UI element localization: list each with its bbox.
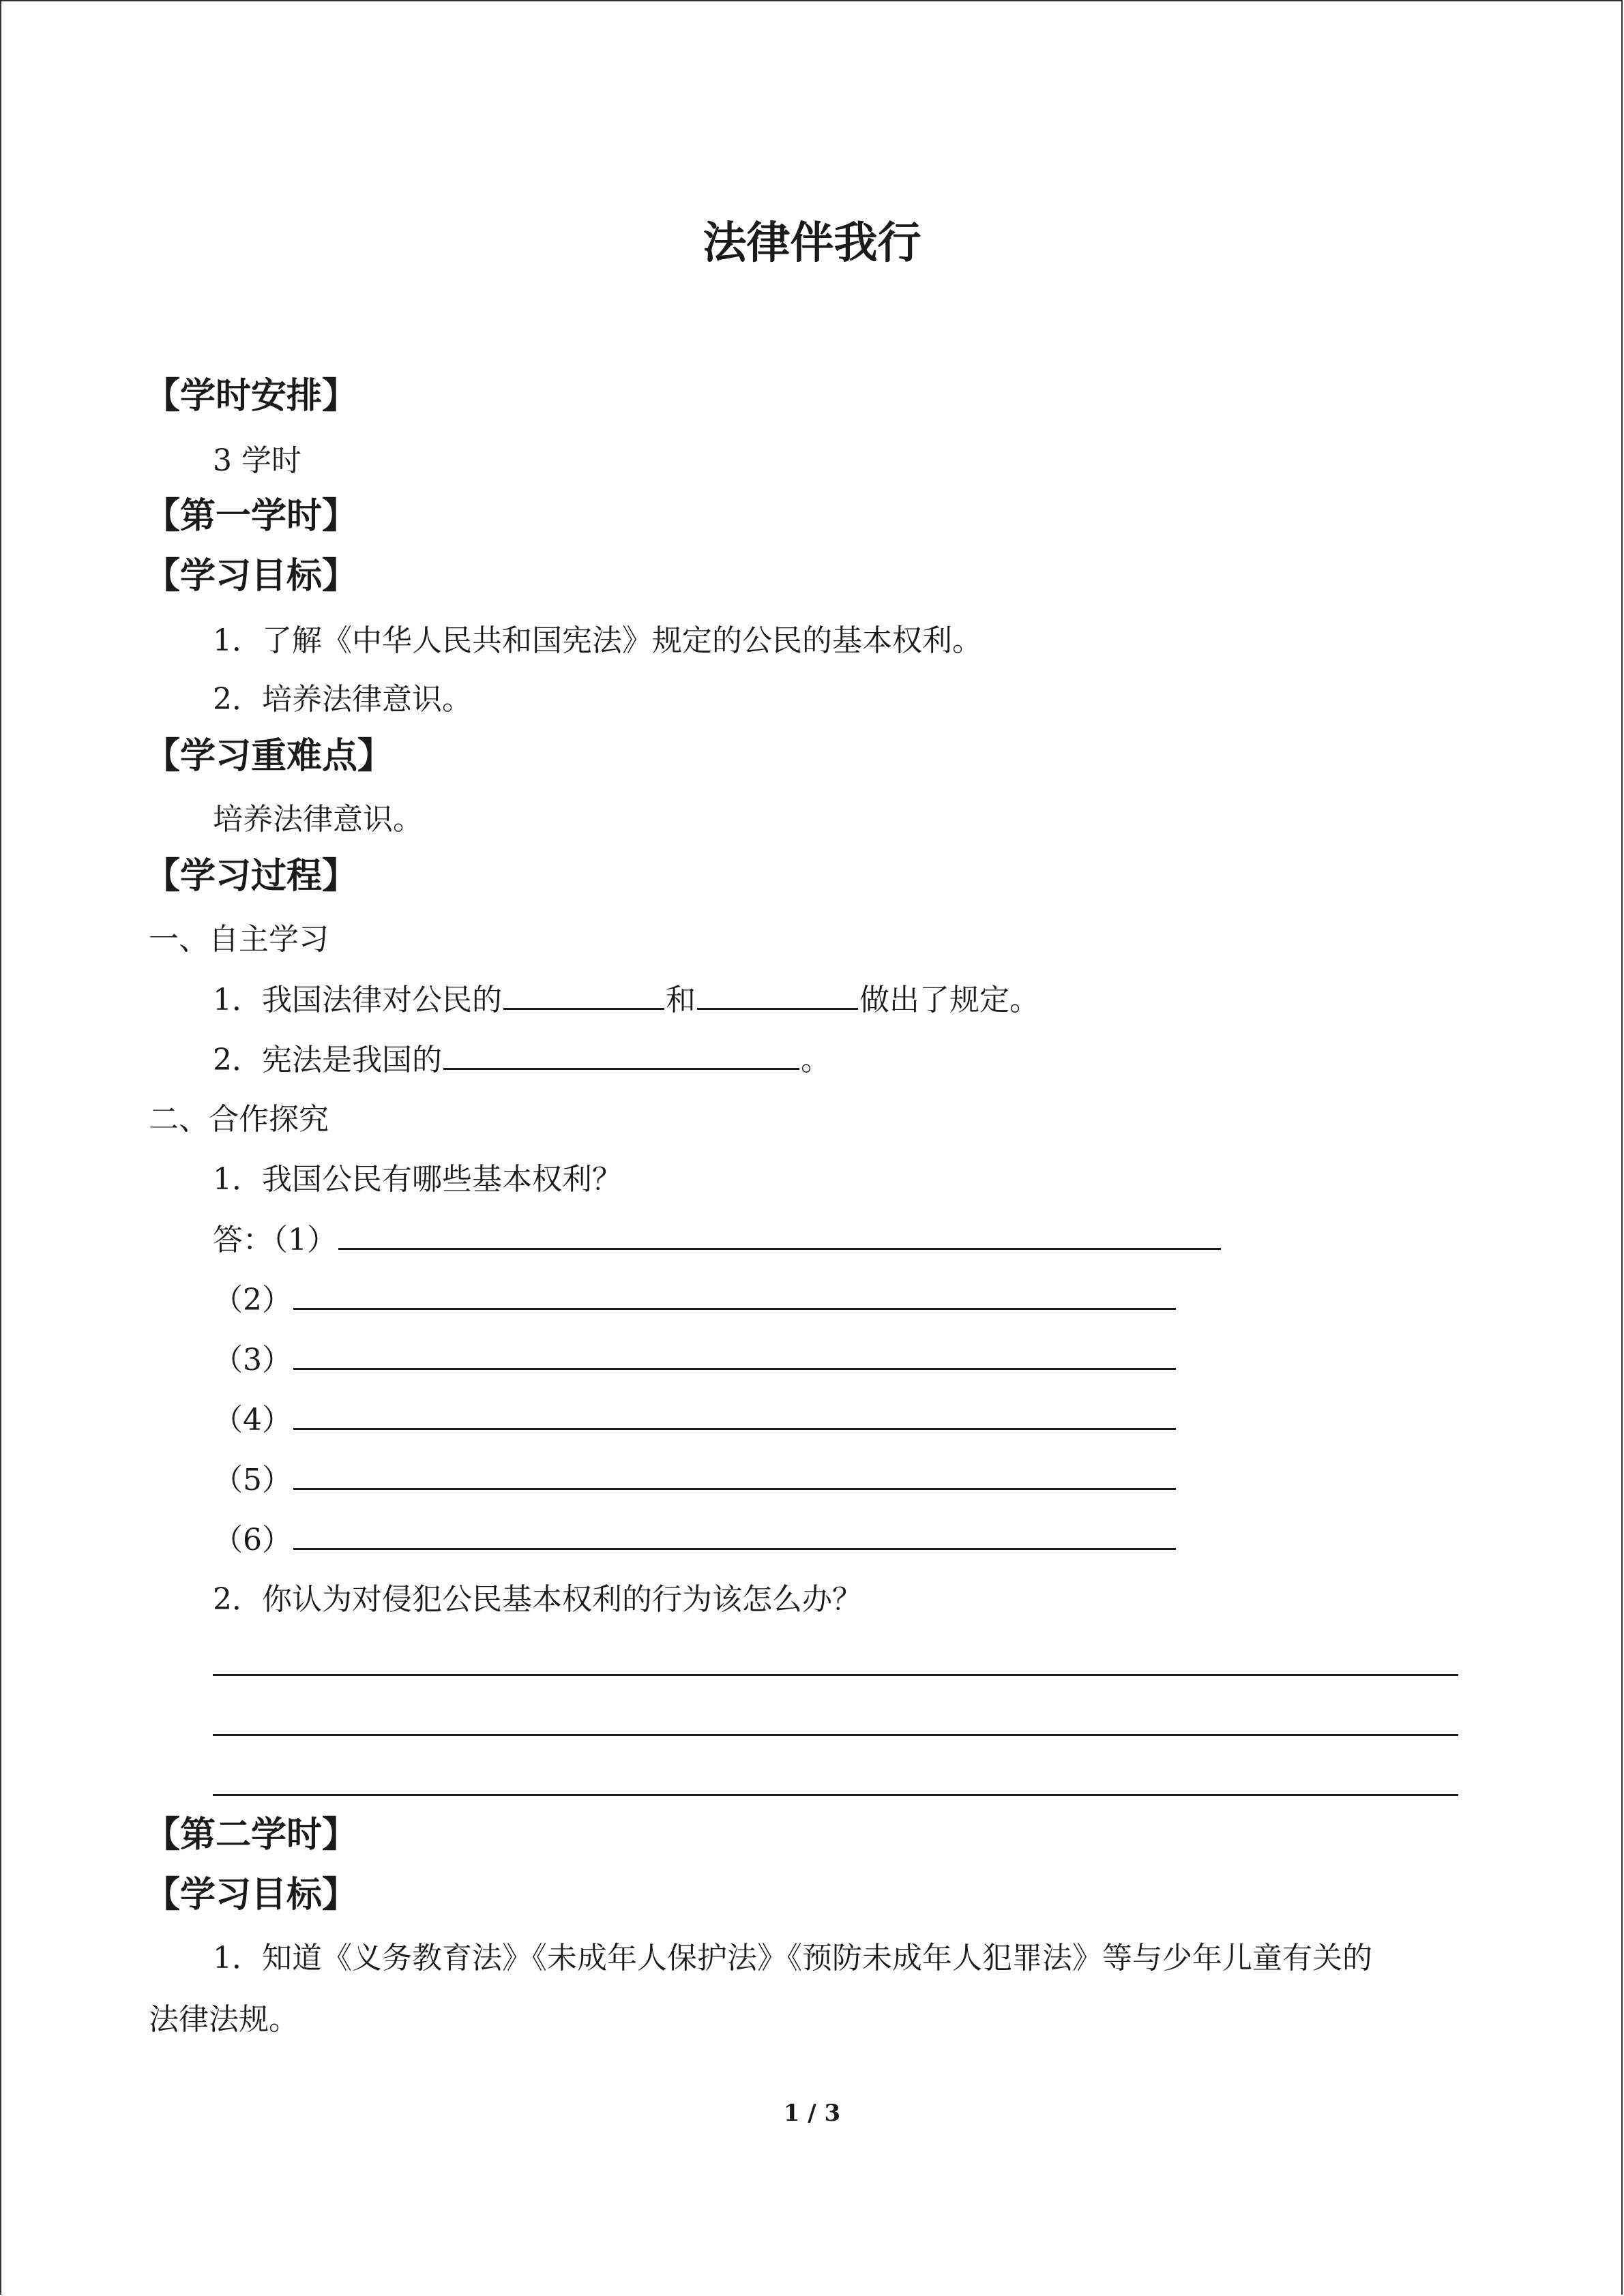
answer-line[interactable] xyxy=(293,1278,1176,1310)
answer-row-2 xyxy=(213,1278,1177,1322)
answer-item-label: （6） xyxy=(213,1523,292,1557)
page-number: 1 / 3 xyxy=(783,2100,841,2127)
answer-row-6 xyxy=(213,1518,1177,1562)
heading-key-points: 【学习重难点】 xyxy=(145,736,394,777)
answer-line[interactable] xyxy=(293,1518,1176,1550)
schedule-text: 3 学时 xyxy=(213,443,301,478)
fill-question-2 xyxy=(213,1038,831,1082)
heading-schedule: 【学时安排】 xyxy=(145,376,358,417)
answer-line[interactable] xyxy=(293,1458,1176,1490)
fill-question-2-end: 。 xyxy=(801,1043,831,1077)
fill-question-1-middle: 和 xyxy=(666,983,696,1017)
answer-line[interactable] xyxy=(213,1734,1458,1736)
inquiry-question-2: 2．你认为对侵犯公民基本权利的行为该怎么办？ xyxy=(213,1582,862,1617)
inquiry-question-1: 1．我国公民有哪些基本权利？ xyxy=(213,1162,622,1197)
answer-line[interactable] xyxy=(213,1794,1458,1796)
answer-item-label: （4） xyxy=(213,1403,292,1437)
fill-blank-2[interactable] xyxy=(697,978,858,1010)
fill-blank-3[interactable] xyxy=(443,1038,799,1070)
heading-objectives-2: 【学习目标】 xyxy=(145,1875,358,1915)
answer-line[interactable] xyxy=(293,1398,1176,1430)
fill-question-1-start: 1．我国法律对公民的 xyxy=(213,983,502,1017)
heading-objectives-1: 【学习目标】 xyxy=(145,556,358,597)
section-self-study-title: 一、自主学习 xyxy=(149,922,329,957)
fill-question-1-end: 做出了规定。 xyxy=(859,983,1039,1017)
answer-line[interactable] xyxy=(338,1218,1221,1250)
answer-line[interactable] xyxy=(213,1674,1458,1676)
objective-2-1-line-2: 法律法规。 xyxy=(149,2002,299,2037)
document-title: 法律伴我行 xyxy=(703,218,921,269)
answer-line[interactable] xyxy=(293,1338,1176,1370)
answer-item-label: （1） xyxy=(273,1223,337,1257)
answer-item-label: （3） xyxy=(213,1343,292,1377)
objective-1-1: 1．了解《中华人民共和国宪法》规定的公民的基本权利。 xyxy=(213,623,982,658)
answer-row-5 xyxy=(213,1458,1177,1502)
fill-question-2-start: 2．宪法是我国的 xyxy=(213,1043,442,1077)
answer-item-label: （5） xyxy=(213,1463,292,1497)
heading-lesson-2: 【第二学时】 xyxy=(145,1815,358,1855)
answer-row-4 xyxy=(213,1398,1177,1442)
heading-process: 【学习过程】 xyxy=(145,856,358,897)
answer-prefix: 答： xyxy=(213,1223,273,1257)
answer-row-1 xyxy=(213,1218,1222,1262)
key-points-text: 培养法律意识。 xyxy=(213,802,423,837)
answer-row-3 xyxy=(213,1338,1177,1382)
objective-2-1-line-1: 1．知道《义务教育法》《未成年人保护法》《预防未成年人犯罪法》等与少年儿童有关的 xyxy=(213,1941,1372,1976)
objective-1-2: 2．培养法律意识。 xyxy=(213,682,472,717)
section-cooperative-title: 二、合作探究 xyxy=(149,1102,329,1137)
fill-blank-1[interactable] xyxy=(503,978,664,1010)
fill-question-1 xyxy=(213,978,1039,1022)
answer-item-label: （2） xyxy=(213,1283,292,1317)
heading-lesson-1: 【第一学时】 xyxy=(145,496,358,537)
